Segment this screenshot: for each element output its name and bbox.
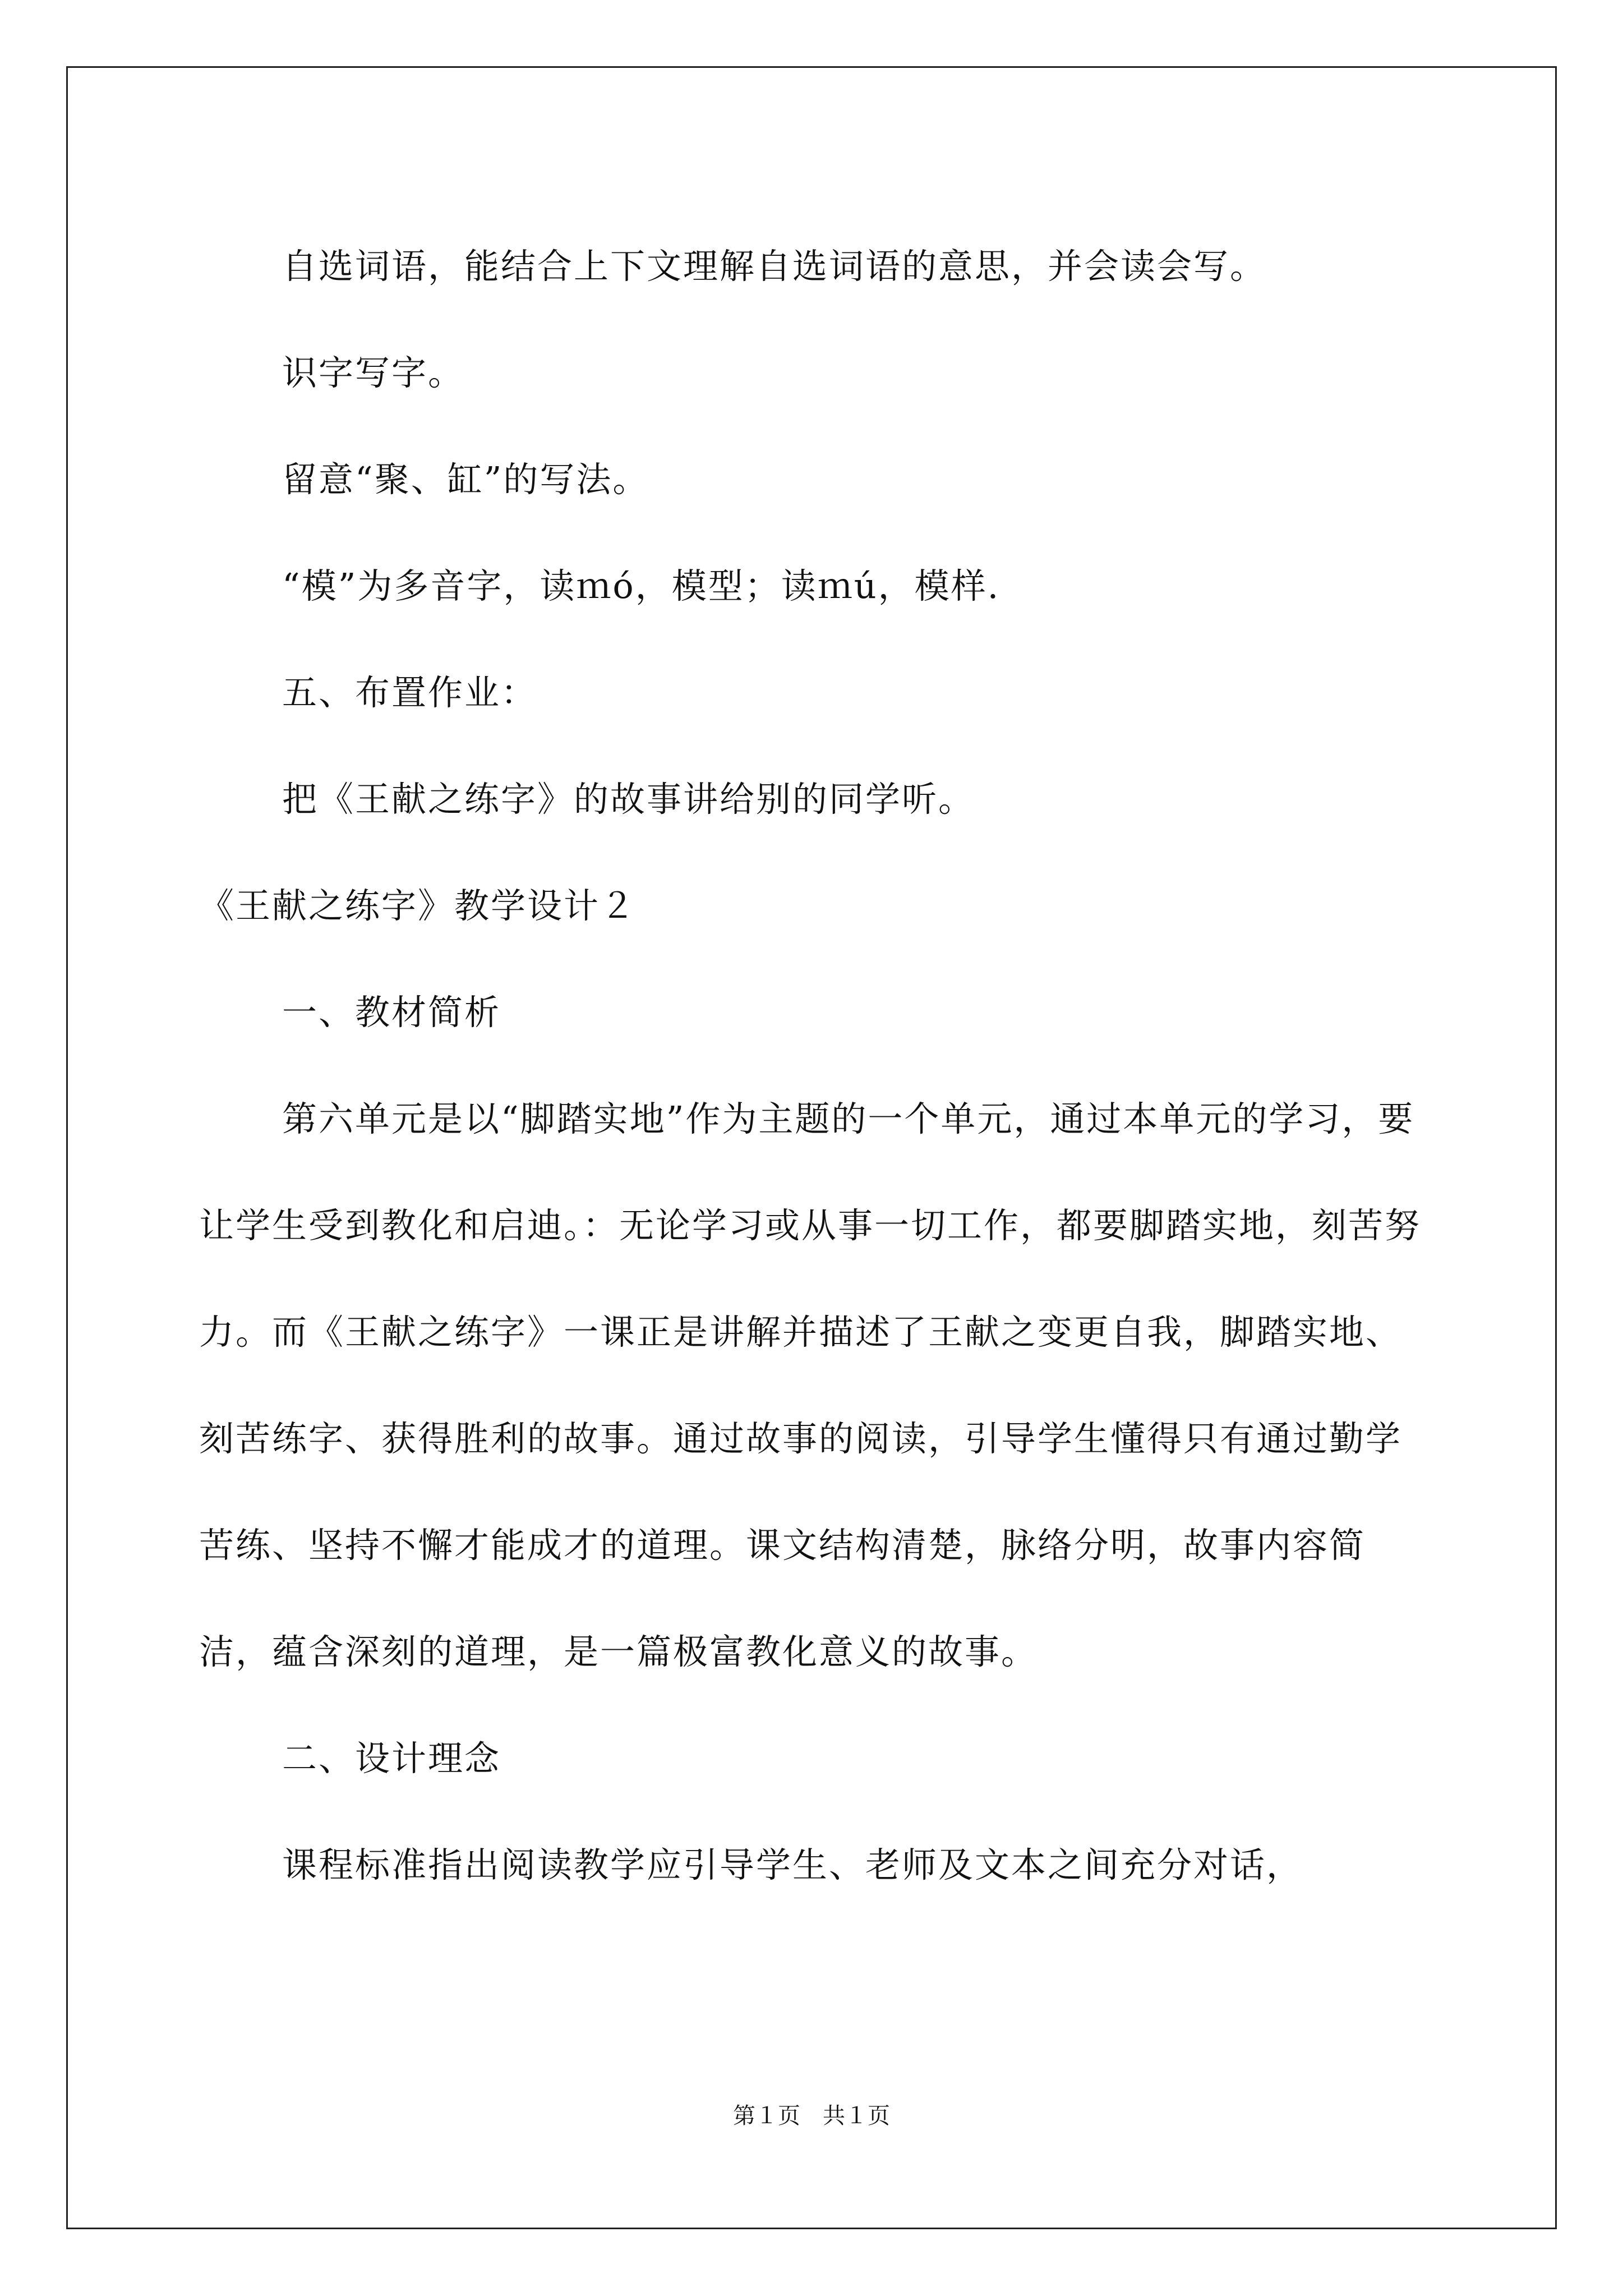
paragraph-polyphone: “模”为多音字，读ｍó，模型；读ｍú，模样. bbox=[282, 565, 1000, 606]
paragraph-design-concept: 课程标准指出阅读教学应引导学生、老师及文本之间充分对话， bbox=[282, 1844, 1303, 1885]
heading-design-concept: 二、设计理念 bbox=[282, 1738, 501, 1779]
heading-material-analysis: 一、教材简析 bbox=[282, 992, 501, 1033]
paragraph-writing-note: 留意“聚、缸”的写法。 bbox=[282, 459, 649, 500]
paragraph-literacy: 识字写字。 bbox=[282, 352, 465, 393]
page-footer: 第１页 共１页 bbox=[733, 2103, 890, 2128]
document-body bbox=[199, 213, 1433, 1918]
heading-homework: 五、布置作业： bbox=[282, 672, 538, 713]
paragraph-homework: 把《王献之练字》的故事讲给别的同学听。 bbox=[282, 779, 975, 820]
paragraph-material-analysis: 第六单元是以“脚踏实地”作为主题的一个单元，通过本单元的学习，要让学生受到教化和启迪。：无论学习或从事一切工作，都要脚踏实地，刻苦努力。而《王献之练字》一课正是讲解并描述了王献之变更自我，脚踏实地、刻苦练字、获得胜利的故事。通过故事的阅读，引导学生懂得只有通过勤学苦练、坚持不懈才能成才的道理。课文结构清楚，脉络分明，故事内容简洁，蕴含深刻的道理，是一篇极富教化意义的故事。 bbox=[199, 1098, 1422, 1672]
heading-design-2: 《王献之练字》教学设计２ bbox=[199, 885, 637, 926]
paragraph-vocabulary: 自选词语，能结合上下文理解自选词语的意思，并会读会写。 bbox=[282, 246, 1267, 287]
